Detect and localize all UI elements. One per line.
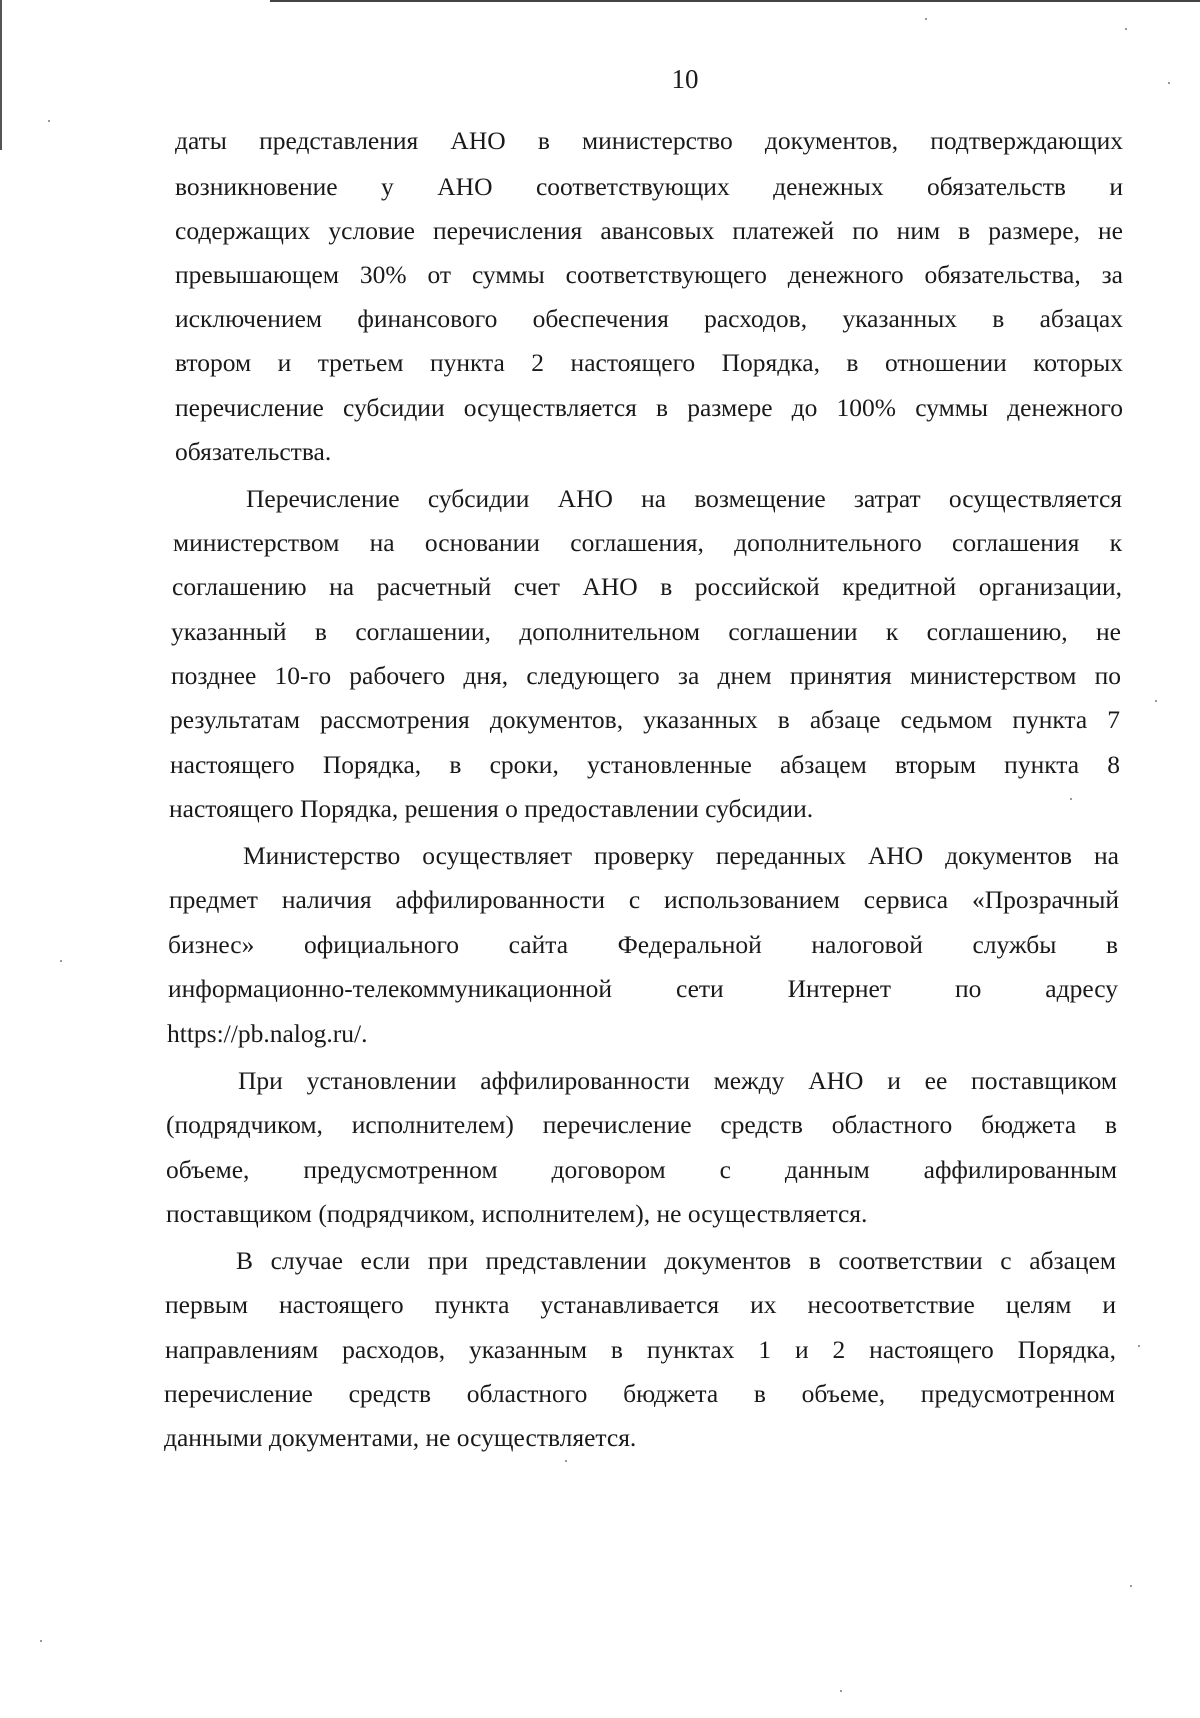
text-line: первым настоящего пункта устанавливается их несоответствие целям и xyxy=(165,1290,1116,1319)
text-line: бизнес» официального сайта Федеральной налоговой службы в xyxy=(168,930,1118,959)
scan-speck xyxy=(1130,1585,1132,1587)
text-line: превышающем 30% от суммы соответствующего денежного обязательства, за xyxy=(175,260,1123,289)
text-line: перечисление средств областного бюджета в объеме, предусмотренном xyxy=(164,1379,1115,1408)
text-line: результатам рассмотрения документов, указанных в абзаце седьмом пункта 7 xyxy=(170,705,1120,734)
text-line: содержащих условие перечисления авансовых платежей по ним в размере, не xyxy=(175,216,1123,245)
scan-speck xyxy=(60,960,62,962)
text-line: Перечисление субсидии АНО на возмещение затрат осуществляется xyxy=(246,484,1122,513)
text-line: направлениям расходов, указанным в пунктах 1 и 2 настоящего Порядка, xyxy=(165,1335,1116,1364)
scan-speck xyxy=(1070,798,1072,800)
text-line: В случае если при представлении документов в соответствии с абзацем xyxy=(236,1246,1116,1275)
text-line: информационно-телекоммуникационной сети Интернет по адресу xyxy=(168,974,1118,1003)
text-line: поставщиком (подрядчиком, исполнителем), не осуществляется. xyxy=(166,1199,868,1228)
scan-speck xyxy=(1155,700,1157,702)
text-line: настоящего Порядка, в сроки, установленные абзацем вторым пункта 8 xyxy=(170,750,1120,779)
scan-speck xyxy=(1125,28,1127,30)
scan-speck xyxy=(48,120,50,122)
scan-speck xyxy=(1138,1345,1140,1347)
text-line: министерством на основании соглашения, дополнительного соглашения к xyxy=(173,528,1122,557)
scan-speck xyxy=(565,1460,567,1462)
text-line: При установлении аффилированности между АНО и ее поставщиком xyxy=(238,1066,1117,1095)
text-line: объеме, предусмотренном договором с данным аффилированным xyxy=(166,1155,1117,1184)
scan-speck xyxy=(1168,82,1170,84)
text-line: https://pb.nalog.ru/. xyxy=(167,1019,368,1048)
scan-speck xyxy=(925,18,927,20)
text-line: даты представления АНО в министерство документов, подтверждающих xyxy=(175,126,1123,155)
text-line: соглашению на расчетный счет АНО в российской кредитной организации, xyxy=(172,572,1122,601)
text-line: позднее 10-го рабочего дня, следующего за днем принятия министерством по xyxy=(171,661,1121,690)
text-line: настоящего Порядка, решения о предоставлении субсидии. xyxy=(169,794,814,823)
scan-edge-top xyxy=(270,0,1200,2)
text-line: перечисление субсидии осуществляется в размере до 100% суммы денежного xyxy=(175,393,1123,422)
text-line: данными документами, не осуществляется. xyxy=(164,1423,637,1452)
text-line: втором и третьем пункта 2 настоящего Порядка, в отношении которых xyxy=(175,348,1123,377)
scan-speck xyxy=(840,1690,842,1692)
text-line: возникновение у АНО соответствующих денежных обязательств и xyxy=(175,172,1123,201)
text-line: (подрядчиком, исполнителем) перечисление средств областного бюджета в xyxy=(166,1110,1117,1139)
text-line: Министерство осуществляет проверку переданных АНО документов на xyxy=(243,841,1119,870)
text-line: исключением финансового обеспечения расходов, указанных в абзацах xyxy=(175,304,1123,333)
text-line: указанный в соглашении, дополнительном соглашении к соглашению, не xyxy=(171,617,1121,646)
text-line: обязательства. xyxy=(175,437,332,466)
text-line: предмет наличия аффилированности с использованием сервиса «Прозрачный xyxy=(169,885,1119,914)
page-number: 10 xyxy=(671,64,699,94)
scan-speck xyxy=(40,1640,42,1642)
